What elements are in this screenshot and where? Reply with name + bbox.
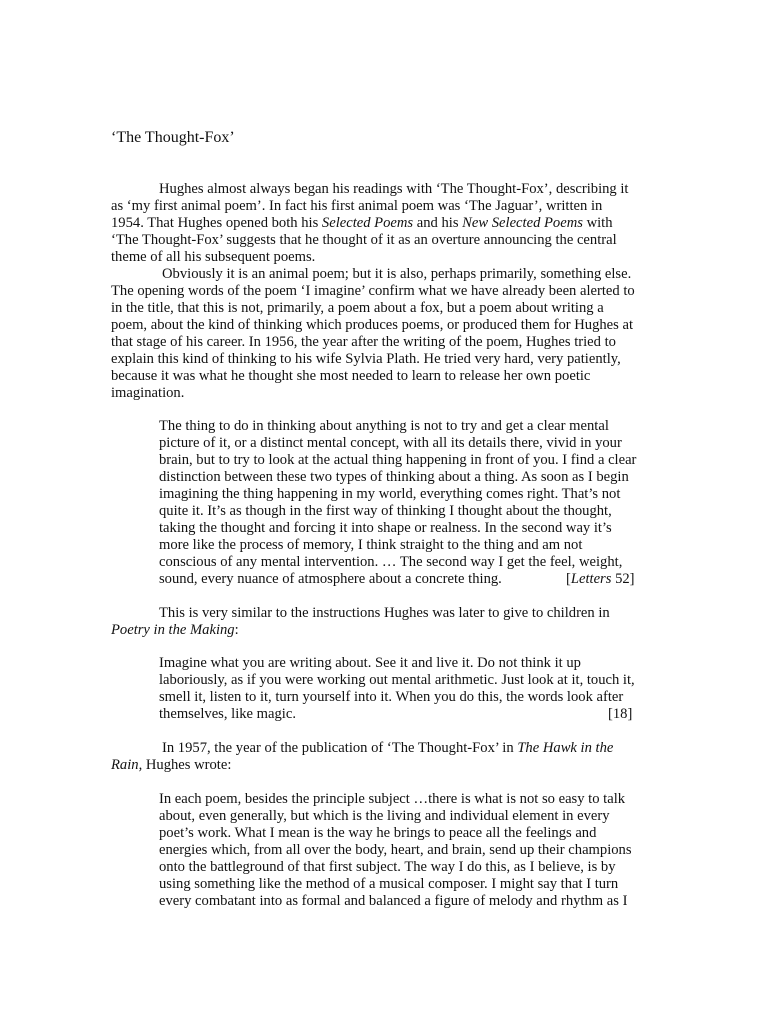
quote-line: poet’s work. What I mean is the way he brings to peace all the feelings and xyxy=(159,825,597,841)
quote-line: In each poem, besides the principle subject …there is what is not so easy to talk xyxy=(159,791,626,807)
quote-line: themselves, like magic. xyxy=(159,706,296,722)
text-run: with xyxy=(582,215,613,231)
quote-line: quite it. It’s as though in the first way of thinking I thought about the thought, xyxy=(159,503,612,519)
quote-line: sound, every nuance of atmosphere about a concrete thing. xyxy=(159,571,502,587)
quote-line: imagining the thing happening in my world, everything comes right. That’s not xyxy=(159,486,621,502)
book-title: Selected Poems xyxy=(321,215,414,231)
quote-line: taking the thought and forcing it into shape or realness. In the second way it’s xyxy=(159,520,612,536)
text-line xyxy=(111,215,613,232)
quote-line: smell it, listen to it, turn yourself into it. When you do this, the words look after xyxy=(159,689,624,705)
text-line: because it was what he thought she most needed to learn to release her own poetic xyxy=(111,368,591,384)
book-title: The Hawk in the xyxy=(517,740,614,756)
text-line: poem, about the kind of thinking which produces poems, or produced them for Hughes at xyxy=(111,317,634,333)
text-run: : xyxy=(234,622,239,638)
text-line: theme of all his subsequent poems. xyxy=(111,249,316,265)
citation-open: [ xyxy=(566,571,571,587)
text-line: imagination. xyxy=(111,385,185,401)
text-line xyxy=(111,622,239,639)
text-line: as ‘my first animal poem’. In fact his first animal poem was ‘The Jaguar’, written in xyxy=(111,198,603,214)
page-title: ‘The Thought-Fox’ xyxy=(111,129,235,146)
text-line xyxy=(162,740,613,757)
citation: [18] xyxy=(608,706,633,722)
text-line: Hughes almost always began his readings with ‘The Thought-Fox’, describing it xyxy=(159,181,629,197)
quote-line: energies which, from all over the body, heart, and brain, send up their champions xyxy=(159,842,632,858)
text-line: Obviously it is an animal poem; but it is also, perhaps primarily, something else. xyxy=(162,266,632,282)
text-line: The opening words of the poem ‘I imagine’ confirm what we have already been alerted to xyxy=(111,283,635,299)
text-run: 1954. That Hughes opened both his xyxy=(111,215,322,231)
quote-line: brain, but to try to look at the actual thing happening in front of you. I find a clear xyxy=(159,452,637,468)
quote-line: conscious of any mental intervention. … The second way I get the feel, weight, xyxy=(159,554,623,570)
text-line: that stage of his career. In 1956, the year after the writing of the poem, Hughes tried to xyxy=(111,334,616,350)
quote-line: using something like the method of a musical composer. I might say that I turn xyxy=(159,876,619,892)
citation-close: 52] xyxy=(611,571,635,587)
quote-line: The thing to do in thinking about anything is not to try and get a clear mental xyxy=(159,418,609,434)
quote-line: Imagine what you are writing about. See it and live it. Do not think it up xyxy=(159,655,581,671)
quote-line: every combatant into as formal and balanced a figure of melody and rhythm as I xyxy=(159,893,628,909)
citation xyxy=(566,571,635,588)
quote-line: more like the process of memory, I think straight to the thing and am not xyxy=(159,537,583,553)
book-title: Poetry in the Making xyxy=(111,622,235,638)
text-run: and his xyxy=(413,215,463,231)
text-run: Hughes wrote: xyxy=(142,757,232,773)
text-line: in the title, that this is not, primarily, a poem about a fox, but a poem about writing a xyxy=(111,300,604,316)
text-line: This is very similar to the instructions Hughes was later to give to children in xyxy=(159,605,610,621)
text-line xyxy=(111,757,231,774)
quote-line: onto the battleground of that first subject. The way I do this, as I believe, is by xyxy=(159,859,616,875)
quote-line: distinction between these two types of thinking about a thing. As soon as I begin xyxy=(159,469,629,485)
quote-line: picture of it, or a distinct mental concept, with all its details there, vivid in your xyxy=(159,435,622,451)
quote-line: about, even generally, but which is the living and individual element in every xyxy=(159,808,610,824)
text-line: explain this kind of thinking to his wife Sylvia Plath. He tried very hard, very patiently, xyxy=(111,351,621,367)
text-line: ‘The Thought-Fox’ suggests that he thought of it as an overture announcing the central xyxy=(111,232,617,248)
quote-line: laboriously, as if you were working out mental arithmetic. Just look at it, touch it, xyxy=(159,672,635,688)
book-title: New Selected Poems xyxy=(462,215,583,231)
book-title: Rain, xyxy=(111,757,143,773)
citation-title: Letters xyxy=(570,571,612,587)
text-run: In 1957, the year of the publication of ‘The Thought-Fox’ in xyxy=(162,740,518,756)
